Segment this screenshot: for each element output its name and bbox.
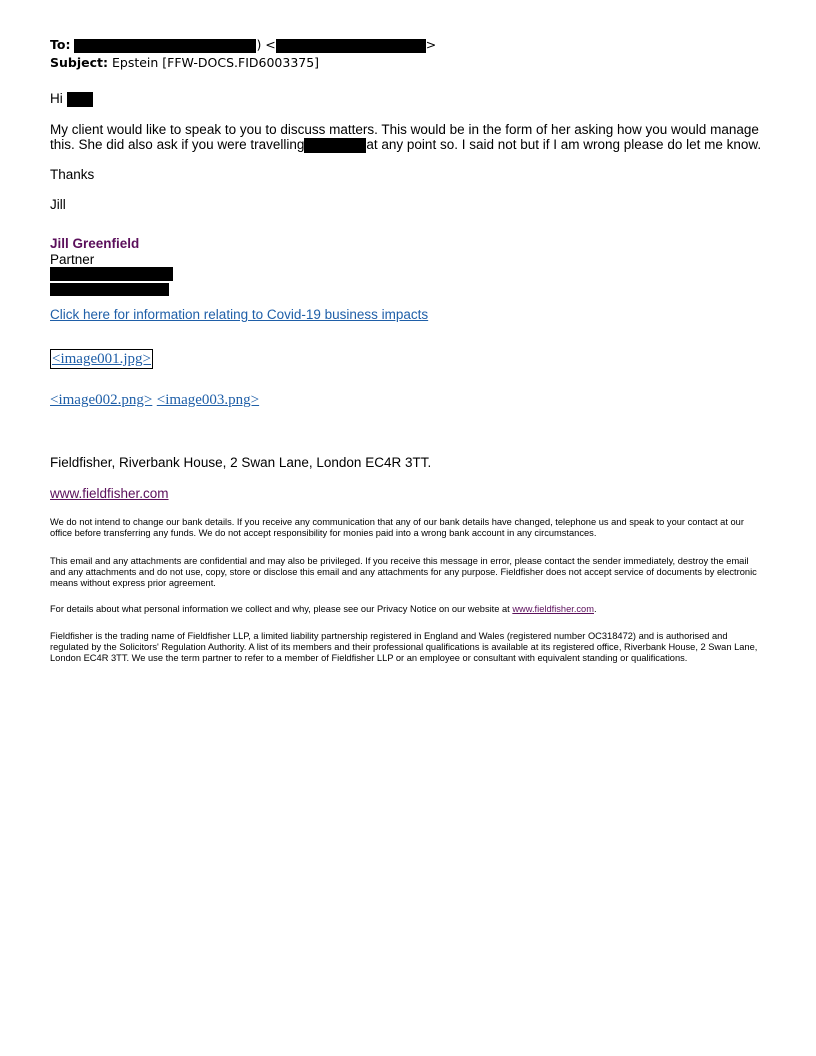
privacy-prefix: For details about what personal information we collect and why, please see our Privacy Notice on our website at: [50, 604, 513, 614]
redacted-destination: [304, 138, 366, 153]
office-address: Fieldfisher, Riverbank House, 2 Swan Lane, London EC4R 3TT.: [50, 455, 432, 470]
subject-value: Epstein [FFW-DOCS.FID6003375]: [111, 55, 320, 70]
image-links-row: [50, 391, 259, 409]
image001-link[interactable]: <image001.jpg>: [52, 351, 151, 367]
signoff: Jill: [50, 197, 66, 212]
subject-line: [50, 55, 319, 70]
image003-link[interactable]: <image003.png>: [156, 392, 260, 408]
privacy-notice: [50, 604, 762, 615]
body-paragraph-line-1: My client would like to speak to you to discuss matters. This would be in the form of her asking how you would manage: [50, 122, 759, 137]
to-label: To:: [50, 37, 71, 52]
website-link[interactable]: www.fieldfisher.com: [50, 486, 169, 501]
to-separator: ) <: [256, 37, 276, 52]
redacted-greeting-name: [67, 92, 93, 107]
to-line: [50, 37, 436, 53]
to-end: >: [425, 37, 437, 52]
body-paragraph-part-b: at any point so. I said not but if I am wrong please do let me know.: [366, 137, 762, 152]
body-paragraph-line-2: [50, 137, 761, 153]
privacy-suffix: .: [593, 604, 597, 614]
redacted-recipient-email: [276, 39, 426, 53]
legal-disclaimer: Fieldfisher is the trading name of Fieldfisher LLP, a limited liability partnership registered in England and Wales (registered number OC318472) and is authorised and regulated by the Solicitors' Regulation Authority. A list of its members and their professional qualifications is available at its registered office, Riverbank House, 2 Swan Lane, London EC4R 3TT. We use the term partner to refer to a member of Fieldfisher LLP or an employee or consultant with equivalent standing or qualifications.: [50, 631, 758, 663]
signature-title: Partner: [50, 252, 95, 267]
privacy-website-link[interactable]: www.fieldfisher.com: [512, 604, 594, 614]
signature-name: Jill Greenfield: [50, 236, 140, 251]
thanks: Thanks: [50, 167, 95, 182]
bank-disclaimer: We do not intend to change our bank details. If you receive any communication that any of our bank details have changed, telephone us and speak to your contact at our office before transferring any funds. We do not accept responsibility for monies paid into a wrong bank account in any circumstances.: [50, 517, 744, 538]
body-paragraph-part-a: this. She did also ask if you were travelling: [50, 137, 305, 152]
image001-placeholder[interactable]: [50, 349, 153, 369]
subject-label: Subject:: [50, 55, 108, 70]
redacted-signature-line-1: [50, 267, 173, 281]
covid-info-link[interactable]: Click here for information relating to Covid-19 business impacts: [50, 307, 429, 322]
redacted-recipient-name: [74, 39, 256, 53]
confidentiality-disclaimer: This email and any attachments are confidential and may also be privileged. If you receive this message in error, please contact the sender immediately, destroy the email and any attachments and do not use, copy, store or disclose this email and any attachments for any purpose. Fieldfisher does not accept service of documents by electronic means without express prior agreement.: [50, 556, 757, 588]
image002-link[interactable]: <image002.png>: [50, 392, 153, 408]
redacted-signature-line-2: [50, 283, 169, 296]
greeting-line: [50, 91, 93, 107]
greeting: Hi: [50, 91, 63, 106]
